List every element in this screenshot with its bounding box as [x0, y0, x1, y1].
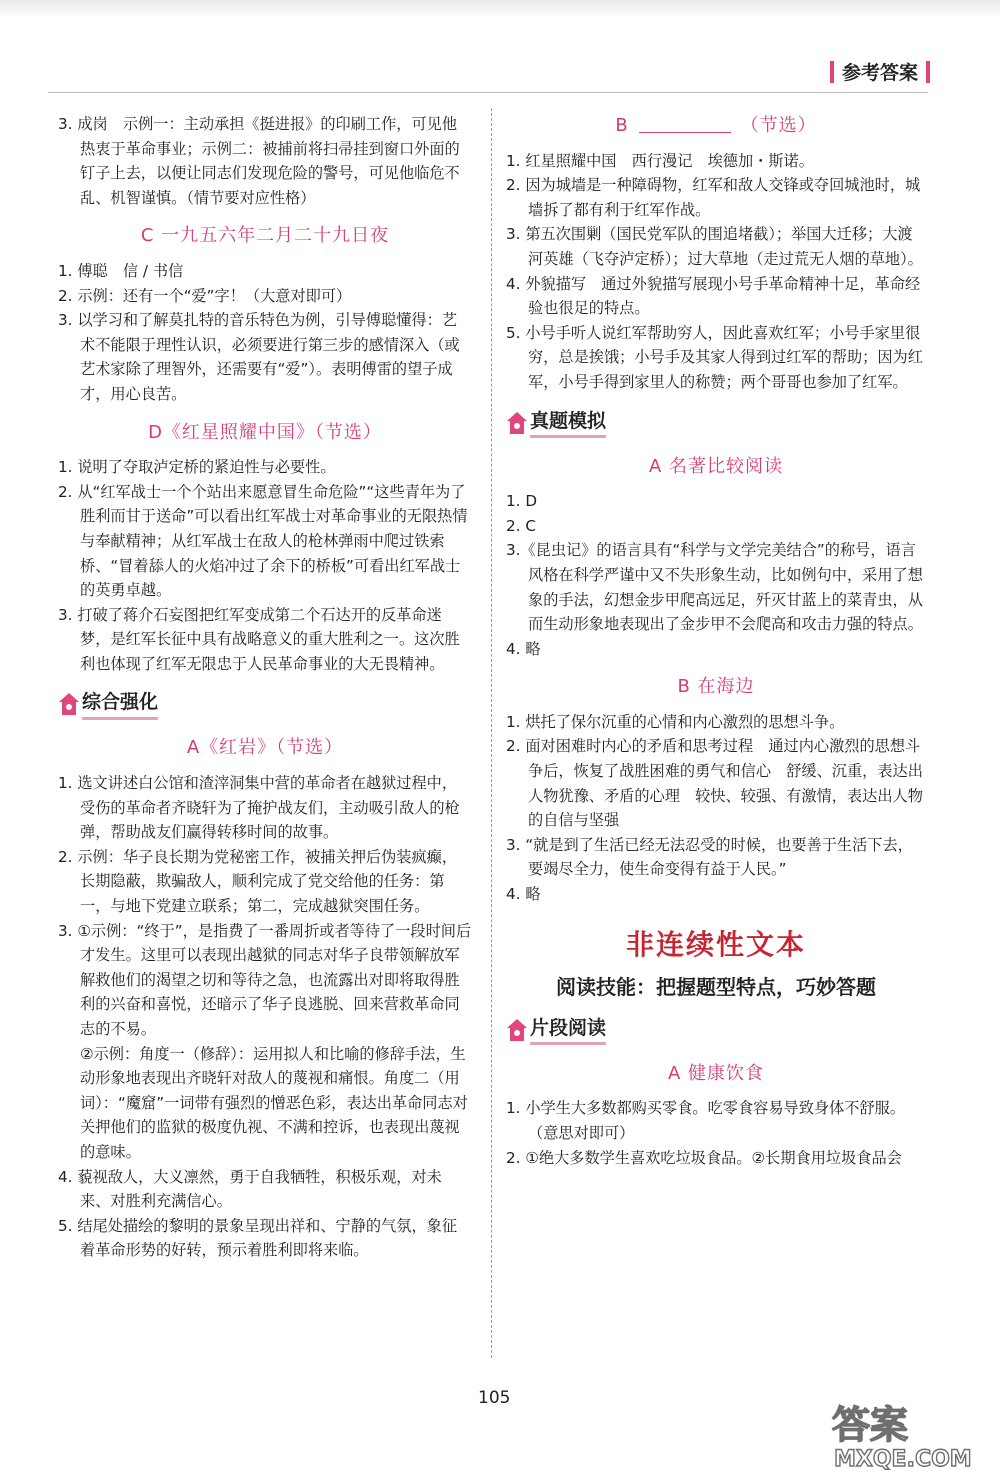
answer-item: 1. 选文讲述白公馆和渣滓洞集中营的革命者在越狱过程中，受伤的革命者齐晓轩为了掩护战友们，主动吸引敌人的枪弹，帮助战友们赢得转移时间的故事。: [58, 774, 460, 842]
house-icon: [506, 411, 528, 435]
column-divider: [491, 108, 492, 1358]
subsection-title-a: A《红岩》（节选）: [186, 737, 344, 759]
right-column: [506, 112, 926, 1170]
subsection-title-ra: A 名著比较阅读: [648, 455, 784, 477]
section-header-fragment: [506, 1014, 926, 1048]
answer-item: 5. 结尾处描绘的黎明的景象呈现出祥和、宁静的气氛，象征着革命形势的好转，预示着胜利即将来临。: [58, 1216, 458, 1260]
answer-item: 5. 小号手听人说红军帮助穷人，因此喜欢红军；小号手家里很穷，总是挨饿；小号手及其家人得到过红军的帮助；因为红军，小号手得到家里人的称赞；两个哥哥也参加了红军。: [506, 323, 923, 391]
subsection-title-rb: B 在海边: [677, 676, 755, 698]
answer-item: 1. 红星照耀中国 西行漫记 埃德加・斯诺。: [506, 151, 814, 170]
answer-item: 2. 从“红军战士一个个站出来愿意冒生命危险”“这些青年为了胜利而甘于送命”可以看出红军战士对革命事业的无限热情与奉献精神；从红军战士在敌人的枪林弹雨中爬过铁索桥、“冒着舔人的火焰冲过了余下的桥板”可看出红军战士的英勇卓越。: [58, 482, 468, 600]
section-header-exam: [506, 407, 926, 441]
left-column: [58, 112, 472, 1263]
watermark-text-main: 答案: [832, 1403, 909, 1447]
subsection-title-rc: A 健康饮食: [667, 1062, 765, 1084]
header-tag-label: 参考答案: [842, 62, 919, 84]
skill-title: 阅读技能：把握题型特点，巧妙答题: [556, 975, 876, 1000]
answer-item: 1. 小学生大多数都购买零食。吃零食容易导致身体不舒服。（意思对即可）: [506, 1099, 906, 1142]
answer-item: 3. 打破了蒋介石妄图把红军变成第二个石达开的反革命迷梦，是红军长征中具有战略意义的重大胜利之一。这次胜利也体现了红军无限忠于人民革命事业的大无畏精神。: [58, 605, 460, 673]
answer-item: 3. 以学习和了解莫扎特的音乐特色为例，引导傅聪懂得：艺术不能限于理性认识，必须要进行第三步的感情深入（或艺术家除了理智外，还需要有“爱”）。表明傅雷的望子成才，用心良苦。: [58, 311, 460, 403]
answer-item: 4. 略: [506, 639, 541, 658]
header-bar-right: [926, 61, 930, 83]
subsection-title-b: [506, 114, 926, 139]
house-icon: [58, 692, 80, 716]
answer-item: 3. 成岗 示例一：主动承担《挺进报》的印刷工作，可见他热衷于革命事业；示例二：被捕前将扫帚挂到窗口外面的钉子上去，以便让同志们发现危险的警号，可见他临危不乱、机智谨慎。（情节要对应性格）: [58, 115, 460, 207]
section-label: 综合强化: [82, 690, 158, 720]
header-rule: [48, 92, 928, 93]
answer-item: 1. D: [506, 492, 538, 511]
answer-item: 1. 烘托了保尔沉重的心情和内心激烈的思想斗争。: [506, 712, 845, 731]
answer-item: 2. ①绝大多数学生喜欢吃垃圾食品。②长期食用垃圾食品会: [506, 1148, 902, 1167]
watermark-text-url: MXQE.COM: [834, 1447, 972, 1470]
answer-item-continued: ②示例：角度一（修辞）：运用拟人和比喻的修辞手法，生动形象地表现出齐晓轩对敌人的蔑视和痛恨。角度二（用词）：“魔窟”一词带有强烈的憎恶色彩，表达出革命同志对关押他们的监狱的极度仇视、不满和控诉，也表现出蔑视的意味。: [80, 1044, 468, 1161]
answer-item: 2. C: [506, 516, 536, 535]
answer-item: 4. 略: [506, 885, 541, 904]
answer-item: 3. “就是到了生活已经无法忍受的时候，也要善于生活下去，要竭尽全力，使生命变得有益于人民。”: [506, 835, 913, 879]
header-answer-tag: [822, 58, 938, 85]
answer-item: 2. 面对困难时内心的矛盾和思考过程 通过内心激烈的思想斗争后，恢复了战胜困难的勇气和信心 舒缓、沉重，表达出人物犹豫、矛盾的心理 较快、较强、有激情，表达出人物的自信与坚强: [506, 737, 923, 830]
subsection-title-c: C 一九五六年二月二十九日夜: [140, 225, 390, 247]
section-label: 片段阅读: [530, 1016, 606, 1046]
answer-item: 3. ①示例：“终于”，是指费了一番周折或者等待了一段时间后才发生。这里可以表现出越狱的同志对华子良带领解放军解救他们的渴望之切和等待之急，也流露出对即将取得胜利的兴奋和喜悦，还暗示了华子良逃脱、回来营救革命同志的不易。: [58, 921, 472, 1038]
answer-item: 2. 因为城墙是一种障碍物，红军和敌人交锋或夺回城池时，城墙拆了都有利于红军作战。: [506, 176, 921, 219]
watermark-logo: [826, 1398, 986, 1470]
header-bar-left: [830, 61, 834, 83]
answer-item: 2. 示例：华子良长期为党秘密工作，被捕关押后伪装疯癫，长期隐蔽，欺骗敌人，顺利完成了党交给他的任务：第一，与地下党建立联系；第二，完成越狱突围任务。: [58, 847, 458, 916]
subsection-title-d: D《红星照耀中国》（节选）: [148, 421, 382, 443]
scan-top-edge: [0, 0, 1000, 18]
answer-item: 1. 说明了夺取泸定桥的紧迫性与必要性。: [58, 458, 336, 477]
section-header-comprehensive: [58, 688, 472, 722]
answer-item: 4. 藐视敌人，大义凛然，勇于自我牺牲，积极乐观，对未来、对胜利充满信心。: [58, 1167, 442, 1211]
fill-in-blank: [639, 114, 731, 133]
chapter-title: 非连续性文本: [625, 927, 806, 961]
answer-item: 1. 傅聪 信 / 书信: [58, 261, 184, 280]
section-label: 真题模拟: [530, 409, 606, 439]
house-icon: [506, 1018, 528, 1042]
page-number: 105: [478, 1388, 511, 1408]
answer-item: 2. 示例：还有一个“爱”字！（大意对即可）: [58, 286, 352, 305]
subsection-title-b-prefix: B: [615, 115, 629, 136]
answer-item: 4. 外貌描写 通过外貌描写展现小号手革命精神十足，革命经验也很足的特点。: [506, 274, 921, 318]
subsection-title-b-suffix: （节选）: [740, 115, 817, 136]
answer-item: 3.《昆虫记》的语言具有“科学与文学完美结合”的称号，语言风格在科学严谨中又不失形象生动，比如例句中，采用了想象的手法，幻想金步甲爬高远足，歼灭甘蓝上的菜青虫，从而生动形象地表现出了金步甲不会爬高和攻击力强的特点。: [506, 541, 923, 634]
answer-item: 3. 第五次围剿（国民党军队的围追堵截）；举国大迁移；大渡河英雄（飞夺泸定桥）；过大草地（走过荒无人烟的草地）。: [506, 225, 923, 268]
